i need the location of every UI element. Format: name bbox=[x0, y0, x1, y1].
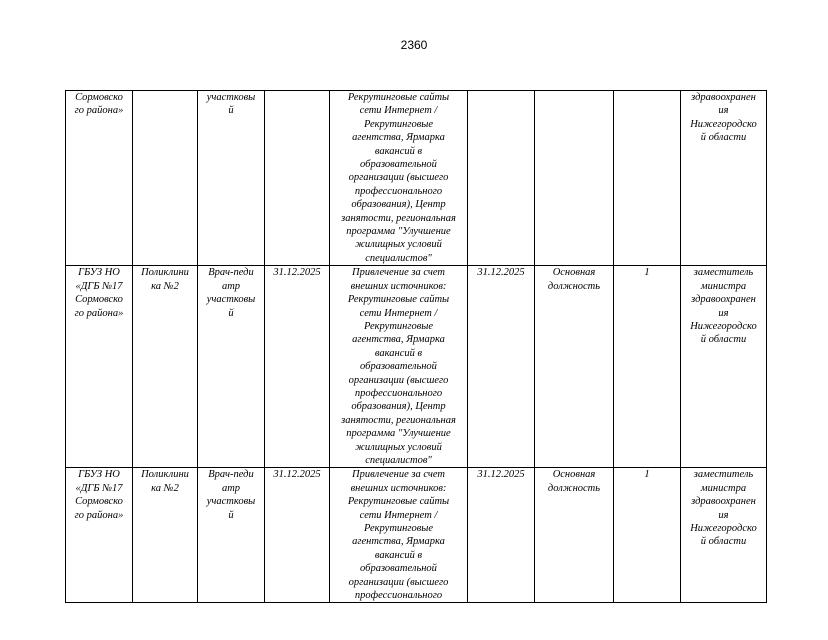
responsible-cell: здравоохранен ия Нижегородско й области bbox=[681, 91, 767, 266]
organization-cell: ГБУЗ НО «ДГБ №17 Сормовско го района» bbox=[66, 266, 133, 468]
deadline-cell bbox=[265, 91, 330, 266]
responsible-cell: заместитель министра здравоохранен ия Нижегородско й области bbox=[681, 468, 767, 603]
measure-date-cell bbox=[468, 91, 535, 266]
page-number: 2360 bbox=[400, 38, 428, 52]
department-cell bbox=[133, 91, 198, 266]
staffing-plan-table bbox=[65, 90, 767, 603]
position-cell: Врач-педи атр участковы й bbox=[198, 468, 265, 603]
table-row bbox=[66, 266, 767, 468]
department-cell: Поликлини ка №2 bbox=[133, 266, 198, 468]
count-cell: 1 bbox=[614, 266, 681, 468]
deadline-cell: 31.12.2025 bbox=[265, 468, 330, 603]
count-cell: 1 bbox=[614, 468, 681, 603]
position-cell: участковы й bbox=[198, 91, 265, 266]
measure-date-cell: 31.12.2025 bbox=[468, 266, 535, 468]
employment-type-cell: Основная должность bbox=[535, 266, 614, 468]
organization-cell: Сормовско го района» bbox=[66, 91, 133, 266]
organization-cell: ГБУЗ НО «ДГБ №17 Сормовско го района» bbox=[66, 468, 133, 603]
position-cell: Врач-педи атр участковы й bbox=[198, 266, 265, 468]
measures-cell: Привлечение за счет внешних источников: Рекрутинговые сайты сети Интернет / Рекрутинговые агентства, Ярмарка вакансий в образовательной организации (высшего профессионального bbox=[330, 468, 468, 603]
measure-date-cell: 31.12.2025 bbox=[468, 468, 535, 603]
employment-type-cell bbox=[535, 91, 614, 266]
count-cell bbox=[614, 91, 681, 266]
table-row bbox=[66, 91, 767, 266]
responsible-cell: заместитель министра здравоохранен ия Нижегородско й области bbox=[681, 266, 767, 468]
deadline-cell: 31.12.2025 bbox=[265, 266, 330, 468]
department-cell: Поликлини ка №2 bbox=[133, 468, 198, 603]
employment-type-cell: Основная должность bbox=[535, 468, 614, 603]
measures-cell: Рекрутинговые сайты сети Интернет / Рекрутинговые агентства, Ярмарка вакансий в образовательной организации (высшего профессионального образования), Центр занятости, региональная программа "Улучшение жилищных условий специалистов" bbox=[330, 91, 468, 266]
table-row bbox=[66, 468, 767, 603]
measures-cell: Привлечение за счет внешних источников: Рекрутинговые сайты сети Интернет / Рекрутинговые агентства, Ярмарка вакансий в образовательной организации (высшего профессионального образования), Центр занятости, региональная программа "Улучшение жилищных условий специалистов" bbox=[330, 266, 468, 468]
